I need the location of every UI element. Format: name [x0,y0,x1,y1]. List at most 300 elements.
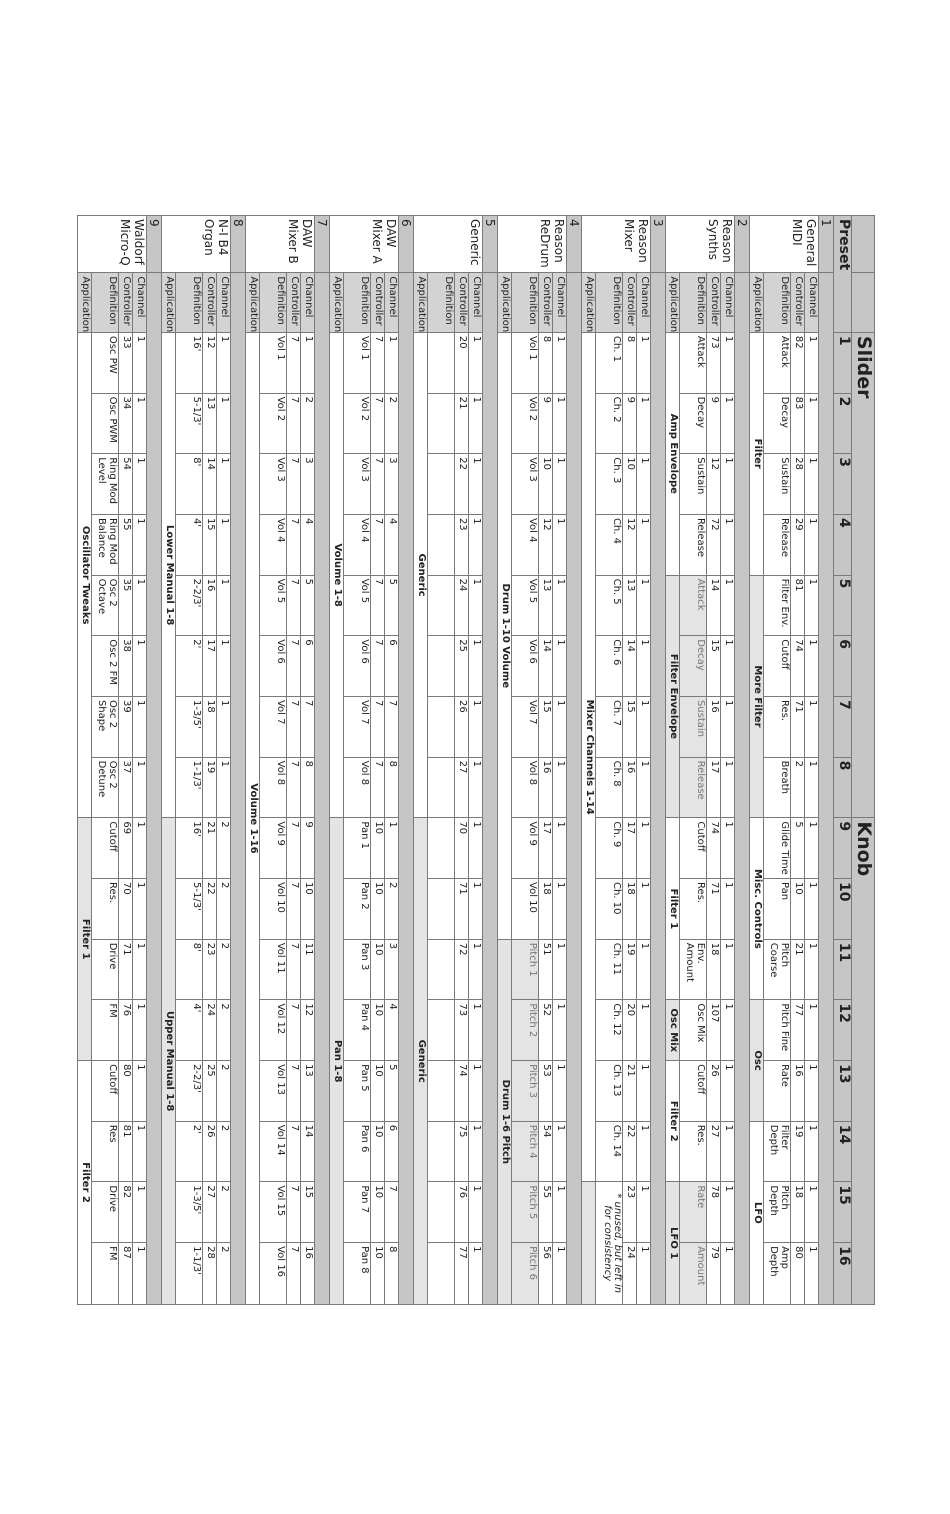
preset-channel-row [553,216,567,1305]
controller-cell: 7 [287,818,301,879]
preset-band-row [483,216,498,1305]
definition-cell: 2-2/3' [176,1061,203,1122]
controller-cell: 26 [455,696,469,757]
channel-cell: 1 [805,514,819,575]
channel-cell: 1 [805,939,819,1000]
controller-cell: 7 [371,393,385,454]
preset-controller-row [119,216,133,1305]
preset-definition-row [344,216,371,1305]
channel-cell: 1 [385,818,399,879]
channel-cell: 5 [385,1061,399,1122]
controller-cell: 7 [371,575,385,636]
controller-cell: 39 [119,696,133,757]
definition-cell: Vol 13 [260,1061,287,1122]
channel-cell: 11 [301,939,315,1000]
channel-cell: 4 [385,514,399,575]
controller-cell: 7 [371,757,385,818]
controller-cell: 7 [287,332,301,393]
definition-cell [428,1243,455,1305]
definition-cell: Ch. 2 [596,393,623,454]
controller-cell: 82 [119,1182,133,1243]
controller-cell: 23 [623,1182,637,1243]
definition-cell: Vol 7 [512,696,539,757]
channel-cell: 7 [385,696,399,757]
controller-cell: 7 [287,1121,301,1182]
controller-cell: 7 [287,1243,301,1305]
controller-cell: 7 [371,454,385,515]
header-blank [852,216,875,273]
controller-cell: 7 [287,393,301,454]
preset-controller-row [791,216,805,1305]
definition-cell: Vol 2 [512,393,539,454]
channel-cell: 7 [301,696,315,757]
definition-cell: Pan 3 [344,939,371,1000]
channel-cell: 1 [637,1061,651,1122]
controller-cell: 16 [203,575,217,636]
controller-cell: 5 [791,818,805,879]
preset-definition-row [92,216,119,1305]
controller-cell: 69 [119,818,133,879]
controller-cell: 25 [203,1061,217,1122]
channel-cell: 1 [805,1182,819,1243]
definition-cell: Release [680,514,707,575]
row-label-application: Application [750,273,764,333]
controller-cell: 18 [539,879,553,940]
band-fill [399,273,414,1305]
controller-cell: 7 [287,1061,301,1122]
channel-cell: 5 [385,575,399,636]
controller-cell: 77 [791,1000,805,1061]
row-label-application: Application [666,273,680,333]
channel-cell: 1 [805,454,819,515]
definition-cell: Ch. 9 [596,818,623,879]
controller-cell: 72 [707,514,721,575]
definition-cell [428,1121,455,1182]
header-blank [852,273,875,333]
channel-cell: 1 [469,696,483,757]
definition-cell: Glide Time [764,818,791,879]
table-body [78,216,875,1305]
channel-cell: 1 [637,332,651,393]
controller-cell: 19 [791,1121,805,1182]
channel-cell: 1 [469,1000,483,1061]
column-number-16: 16 [834,1243,852,1305]
definition-cell: Breath [764,757,791,818]
channel-cell: 1 [637,696,651,757]
application-group: Volume 1-16 [246,332,260,1304]
definition-cell: Res. [680,879,707,940]
channel-cell: 1 [469,757,483,818]
application-group: Oscillator Tweaks [78,332,92,817]
definition-cell: Ch. 3 [596,454,623,515]
row-label-application: Application [414,273,428,333]
definition-cell [428,393,455,454]
definition-cell: Drive [92,1182,119,1243]
row-label-channel: Channel [133,273,147,333]
controller-cell: 7 [287,454,301,515]
application-group: Drum 1-10 Volume [498,332,512,939]
preset-controller-row [203,216,217,1305]
definition-cell: Attack [680,332,707,393]
definition-cell: FM [92,1243,119,1305]
definition-cell: 16' [176,818,203,879]
definition-cell: Env. Amount [680,939,707,1000]
definition-cell: Vol 1 [260,332,287,393]
channel-cell: 1 [469,575,483,636]
definition-cell: Vol 3 [260,454,287,515]
channel-cell: 1 [133,1121,147,1182]
definition-cell: Vol 9 [260,818,287,879]
application-group: Filter 1 [78,818,92,1061]
controller-cell: 10 [371,1182,385,1243]
controller-cell: 20 [455,332,469,393]
controller-cell: 10 [791,879,805,940]
channel-cell: 8 [385,757,399,818]
definition-cell: Pitch 1 [512,939,539,1000]
definition-cell: Vol 9 [512,818,539,879]
controller-cell: 15 [623,696,637,757]
definition-cell: Rate [764,1061,791,1122]
row-label-definition: Definition [344,273,371,333]
preset-number: 9 [147,216,162,273]
controller-cell: 27 [203,1182,217,1243]
channel-cell: 1 [721,879,735,940]
row-label-application: Application [78,273,92,333]
row-label-controller: Controller [287,273,301,333]
controller-cell: 21 [455,393,469,454]
channel-cell: 1 [469,332,483,393]
preset-header: Preset [834,216,852,333]
controller-cell: 53 [539,1061,553,1122]
channel-cell: 2 [217,818,231,879]
preset-application-row [78,216,92,1305]
row-label-channel: Channel [721,273,735,333]
definition-cell: Cutoff [764,636,791,697]
controller-cell: 7 [287,636,301,697]
application-group: LFO [750,1121,764,1304]
knob-header: Knob [852,818,875,1305]
definition-cell: Pitch Coarse [764,939,791,1000]
channel-cell: 1 [805,757,819,818]
channel-cell: 1 [469,1182,483,1243]
column-number-8: 8 [834,757,852,818]
preset-controller-row [707,216,721,1305]
definition-cell: Vol 3 [512,454,539,515]
definition-cell: Drive [92,939,119,1000]
definition-cell: Vol 5 [512,575,539,636]
channel-cell: 1 [217,332,231,393]
application-group: Filter 2 [78,1061,92,1305]
channel-cell: 2 [217,1243,231,1305]
channel-cell: 15 [301,1182,315,1243]
channel-cell: 1 [469,636,483,697]
controller-cell: 24 [623,1243,637,1305]
definition-cell: 16' [176,332,203,393]
definition-cell: Ch. 8 [596,757,623,818]
definition-cell: 2' [176,636,203,697]
column-number-2: 2 [834,393,852,454]
controller-cell: 12 [623,514,637,575]
channel-cell: 1 [637,454,651,515]
controller-cell: 18 [623,879,637,940]
controller-cell: 9 [623,393,637,454]
channel-cell: 3 [385,939,399,1000]
row-label-definition: Definition [92,273,119,333]
channel-cell: 7 [385,1182,399,1243]
preset-application-row [330,216,344,1305]
row-label-definition: Definition [596,273,623,333]
controller-cell: 10 [623,454,637,515]
row-label-controller: Controller [119,273,133,333]
channel-cell: 1 [469,514,483,575]
definition-cell: Vol 1 [344,332,371,393]
definition-cell [428,879,455,940]
definition-cell: Sustain [764,454,791,515]
controller-cell: 7 [287,696,301,757]
definition-cell: Vol 5 [344,575,371,636]
controller-cell: 8 [539,332,553,393]
channel-cell: 1 [469,393,483,454]
channel-cell: 4 [301,514,315,575]
controller-cell: 27 [455,757,469,818]
definition-cell: Vol 6 [260,636,287,697]
channel-cell: 1 [805,636,819,697]
channel-cell: 1 [721,332,735,393]
definition-cell: Res [92,1121,119,1182]
controller-cell: 35 [119,575,133,636]
controller-cell: 16 [791,1061,805,1122]
controller-cell: 22 [455,454,469,515]
definition-cell: Pitch 2 [512,1000,539,1061]
controller-cell: 76 [455,1182,469,1243]
controller-cell: 21 [203,818,217,879]
channel-cell: 1 [805,393,819,454]
channel-cell: 1 [385,332,399,393]
channel-cell: 1 [637,1000,651,1061]
definition-cell [428,939,455,1000]
channel-cell: 1 [721,818,735,879]
channel-cell: 9 [301,818,315,879]
channel-cell: 1 [553,818,567,879]
channel-cell: 1 [805,1121,819,1182]
row-label-application: Application [582,273,596,333]
channel-cell: 1 [469,818,483,879]
definition-cell: Vol 2 [344,393,371,454]
channel-cell: 1 [805,1061,819,1122]
definition-cell: Release [764,514,791,575]
channel-cell: 1 [805,1000,819,1061]
channel-cell: 1 [553,332,567,393]
preset-channel-row [721,216,735,1305]
channel-cell: 2 [217,1000,231,1061]
controller-cell: 10 [371,1121,385,1182]
controller-cell: 7 [287,879,301,940]
channel-cell: 1 [217,393,231,454]
definition-cell: Cutoff [92,1061,119,1122]
channel-cell: 1 [133,514,147,575]
controller-cell: 7 [371,514,385,575]
controller-cell: 54 [539,1121,553,1182]
definition-cell: Cutoff [680,1061,707,1122]
controller-cell: 38 [119,636,133,697]
controller-cell: 14 [707,575,721,636]
controller-cell: 17 [623,818,637,879]
row-label-definition: Definition [512,273,539,333]
controller-cell: 28 [791,454,805,515]
channel-cell: 1 [805,1243,819,1305]
application-group: Misc. Controls [750,818,764,1000]
preset-definition-row [680,216,707,1305]
preset-channel-row [805,216,819,1305]
controller-cell: 78 [707,1182,721,1243]
row-label-definition: Definition [428,273,455,333]
band-fill [231,273,246,1305]
channel-cell: 1 [553,454,567,515]
definition-cell: Pitch 6 [512,1243,539,1305]
controller-cell: 7 [371,636,385,697]
application-group [582,1182,596,1305]
channel-cell: 16 [301,1243,315,1305]
definition-cell: Pan 7 [344,1182,371,1243]
controller-cell: 2 [791,757,805,818]
controller-cell: 14 [623,636,637,697]
channel-cell: 1 [637,514,651,575]
channel-cell: 6 [301,636,315,697]
column-number-14: 14 [834,1121,852,1182]
controller-cell: 10 [371,1000,385,1061]
definition-cell: Attack [680,575,707,636]
controller-cell: 10 [371,939,385,1000]
definition-cell: Pan 1 [344,818,371,879]
definition-cell: Pan 4 [344,1000,371,1061]
channel-cell: 2 [385,393,399,454]
channel-cell: 1 [553,757,567,818]
definition-cell: Ring Mod Balance [92,514,119,575]
row-label-channel: Channel [637,273,651,333]
channel-cell: 1 [637,1182,651,1243]
channel-cell: 1 [133,332,147,393]
application-group: Mixer Channels 1-14 [582,332,596,1181]
definition-cell: Amp Depth [764,1243,791,1305]
channel-cell: 1 [133,1061,147,1122]
column-number-10: 10 [834,879,852,940]
preset-band-row [231,216,246,1305]
definition-cell [428,757,455,818]
band-fill [567,273,582,1305]
channel-cell: 1 [133,454,147,515]
application-group: Filter 2 [666,1061,680,1182]
channel-cell: 10 [301,879,315,940]
definition-cell: Vol 8 [260,757,287,818]
preset-name: General MIDI [750,216,819,273]
application-group: Pan 1-8 [330,818,344,1305]
controller-cell: 20 [623,1000,637,1061]
controller-cell: 14 [539,636,553,697]
controller-cell: 70 [455,818,469,879]
controller-cell: 16 [539,757,553,818]
channel-cell: 1 [217,454,231,515]
band-fill [819,273,834,1305]
definition-cell: Osc Mix [680,1000,707,1061]
application-group: Generic [414,818,428,1305]
definition-cell: Release [680,757,707,818]
application-group: Filter [750,332,764,575]
controller-cell: 74 [707,818,721,879]
controller-cell: 21 [791,939,805,1000]
application-group: Osc Mix [666,1000,680,1061]
application-group: Amp Envelope [666,332,680,575]
definition-cell: Vol 7 [344,696,371,757]
definition-cell: 2-2/3' [176,575,203,636]
application-group: More Filter [750,575,764,818]
controller-cell: 18 [791,1182,805,1243]
row-label-channel: Channel [385,273,399,333]
controller-cell: 10 [371,879,385,940]
row-label-definition: Definition [176,273,203,333]
header-row-groups [852,216,875,1305]
preset-controller-row [287,216,301,1305]
definition-cell: Ring Mod Level [92,454,119,515]
header-row-numbers [834,216,852,1305]
definition-cell: Pan 6 [344,1121,371,1182]
channel-cell: 1 [805,696,819,757]
controller-cell: 16 [623,757,637,818]
channel-cell: 1 [721,696,735,757]
definition-cell [428,454,455,515]
channel-cell: 1 [721,757,735,818]
controller-cell: 80 [119,1061,133,1122]
controller-cell: 9 [707,393,721,454]
definition-cell: Vol 3 [344,454,371,515]
definition-cell: Vol 16 [260,1243,287,1305]
preset-controller-row [371,216,385,1305]
controller-cell: 82 [791,332,805,393]
preset-number: 5 [483,216,498,273]
channel-cell: 1 [637,818,651,879]
controller-cell: 22 [203,879,217,940]
definition-cell: Vol 12 [260,1000,287,1061]
definition-cell: Filter Depth [764,1121,791,1182]
channel-cell: 1 [133,1243,147,1305]
definition-cell: Rate [680,1182,707,1243]
controller-cell: 18 [203,696,217,757]
controller-cell: 13 [539,575,553,636]
band-fill [651,273,666,1305]
controller-cell: 22 [623,1121,637,1182]
channel-cell: 1 [553,393,567,454]
definition-cell: Decay [764,393,791,454]
row-label-controller: Controller [203,273,217,333]
controller-cell: 10 [371,1243,385,1305]
definition-cell: 1-3/5' [176,696,203,757]
preset-channel-row [301,216,315,1305]
preset-number: 8 [231,216,246,273]
row-label-application: Application [498,273,512,333]
row-label-application: Application [246,273,260,333]
definition-cell: Ch. 6 [596,636,623,697]
controller-cell: 7 [371,696,385,757]
channel-cell: 1 [721,939,735,1000]
definition-cell: Pan 2 [344,879,371,940]
definition-cell: Vol 8 [512,757,539,818]
preset-application-row [162,216,176,1305]
definition-cell: Vol 1 [512,332,539,393]
controller-cell: 17 [707,757,721,818]
controller-cell: 70 [119,879,133,940]
channel-cell: 1 [637,879,651,940]
application-group: Generic [414,332,428,817]
controller-cell: 13 [623,575,637,636]
